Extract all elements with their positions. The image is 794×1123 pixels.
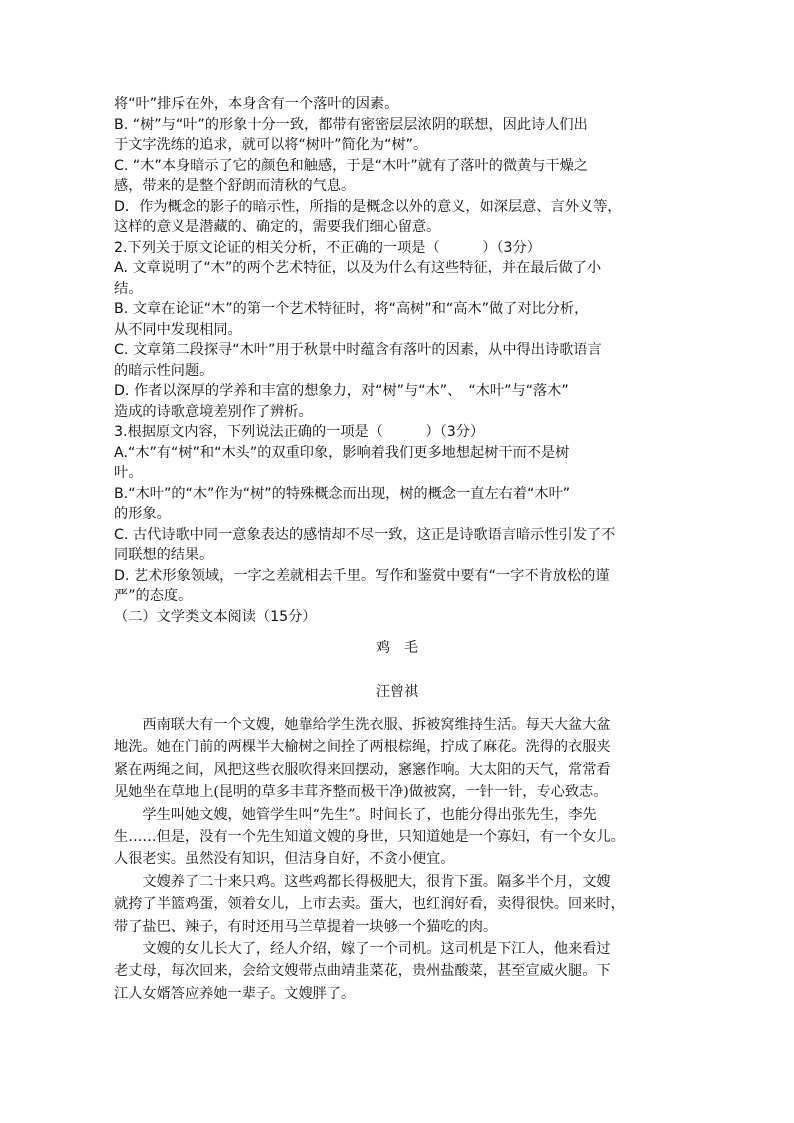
text-line: B. “树”与“叶”的形象十分一致，都带有密密层层浓阴的联想，因此诗人们出 bbox=[114, 116, 588, 133]
text-line: D. 艺术形象领域，一字之差就相去千里。写作和鉴赏中要有“一字不肯放松的谨 bbox=[114, 567, 610, 584]
story-line: 紧在两绳之间，风把这些衣服吹得来回摆动，窸窸作响。大太阳的天气，常常看 bbox=[114, 761, 611, 778]
story-line: 就挎了半篮鸡蛋，领着女儿，上市去卖。蛋大，也红润好看，卖得很快。回来时， bbox=[114, 896, 625, 913]
text-line: （二）文学类文本阅读（15分） bbox=[114, 608, 317, 625]
text-line: 2.下列关于原文论证的相关分析，不正确的一项是（ ）（3分） bbox=[114, 239, 541, 256]
text-line: 从不同中发现相同。 bbox=[114, 321, 242, 338]
story-line: 江人女婿答应养她一辈子。文嫂胖了。 bbox=[114, 985, 356, 1002]
text-line: 同联想的结果。 bbox=[114, 547, 214, 563]
text-line: A.“木”有“树”和“木头”的双重印象，影响着我们更多地想起树干而不是树 bbox=[114, 444, 570, 461]
story-line: 地洗。她在门前的两棵半大榆树之间拴了两根棕绳，拧成了麻花。洗得的衣服夹 bbox=[114, 739, 611, 756]
text-line: 3.根据原文内容，下列说法正确的一项是（ ）（3分） bbox=[114, 424, 485, 440]
question-section bbox=[114, 94, 694, 627]
text-line: D. 作者以深厚的学养和丰富的想象力，对“树”与“木”、 “木叶”与“落木” bbox=[114, 383, 569, 399]
story-line: 西南联大有一个文嫂，她靠给学生洗衣服、拆被窝维持生活。每天大盆大盆 bbox=[114, 717, 611, 733]
text-line: 于文字洗练的追求，就可以将“树叶”简化为“树”。 bbox=[114, 137, 428, 153]
story-line: 见她坐在草地上(昆明的草多丰茸齐整而极干净)做被窝，一针一针，专心致志。 bbox=[114, 784, 608, 801]
text-line: B. 文章在论证“木”的第一个艺术特征时，将“高树”和“高木”做了对比分析， bbox=[114, 301, 589, 317]
story-line: 老丈母，每次回来，会给文嫂带点曲靖韭菜花，贵州盐酸菜，甚至宣威火腿。下 bbox=[114, 963, 611, 980]
text-line: 叶。 bbox=[114, 465, 143, 481]
text-line: D．作为概念的影子的暗示性，所指的是概念以外的意义，如深层意、言外义等， bbox=[114, 198, 622, 215]
text-line: 感，带来的是整个舒朗而清秋的气息。 bbox=[114, 178, 356, 194]
story-line: 学生叫她文嫂，她管学生叫“先生”。时间长了，也能分得出张先生，李先 bbox=[114, 806, 597, 823]
text-line: 造成的诗歌意境差别作了辨析。 bbox=[114, 403, 313, 420]
text-line: 严”的态度。 bbox=[114, 588, 193, 604]
story-author: 汪曾祺 bbox=[376, 684, 418, 700]
story-line: 生……但是，没有一个先生知道文嫂的身世，只知道她是一个寡妇，有一个女儿。 bbox=[114, 828, 625, 845]
text-line: B.“木叶”的“木”作为“树”的特殊概念而出现，树的概念一直左右着“木叶” bbox=[114, 485, 571, 502]
story-line: 人很老实。虽然没有知识，但洁身自好，不贪小便宜。 bbox=[114, 851, 455, 868]
text-line: 的暗示性问题。 bbox=[114, 362, 214, 379]
text-line: 的形象。 bbox=[114, 506, 171, 522]
text-line: C. “木”本身暗示了它的颜色和触感，于是“木叶”就有了落叶的微黄与干燥之 bbox=[114, 157, 588, 174]
story-title: 鸡 毛 bbox=[376, 640, 418, 656]
story-body bbox=[114, 714, 694, 1005]
text-line: C. 文章第二段探寻“木叶”用于秋景中时蕴含有落叶的因素，从中得出诗歌语言 bbox=[114, 342, 602, 358]
text-line: C. 古代诗歌中同一意象表达的感情却不尽一致，这正是诗歌语言暗示性引发了不 bbox=[114, 526, 616, 543]
text-line: 结。 bbox=[114, 280, 143, 297]
story-line: 带了盐巴、辣子，有时还用马兰草提着一块够一个猫吃的肉。 bbox=[114, 918, 498, 935]
story-line: 文嫂的女儿长大了，经人介绍，嫁了一个司机。这司机是下江人，他来看过 bbox=[114, 940, 611, 957]
text-line: 将“叶”排斥在外，本身含有一个落叶的因素。 bbox=[114, 96, 399, 112]
story-line: 文嫂养了二十来只鸡。这些鸡都长得极肥大，很肯下蛋。隔多半个月，文嫂 bbox=[114, 873, 611, 890]
text-line: 这样的意义是潜藏的、确定的，需要我们细心留意。 bbox=[114, 219, 441, 235]
text-line: A. 文章说明了“木”的两个艺术特征，以及为什么有这些特征，并在最后做了小 bbox=[114, 260, 602, 276]
